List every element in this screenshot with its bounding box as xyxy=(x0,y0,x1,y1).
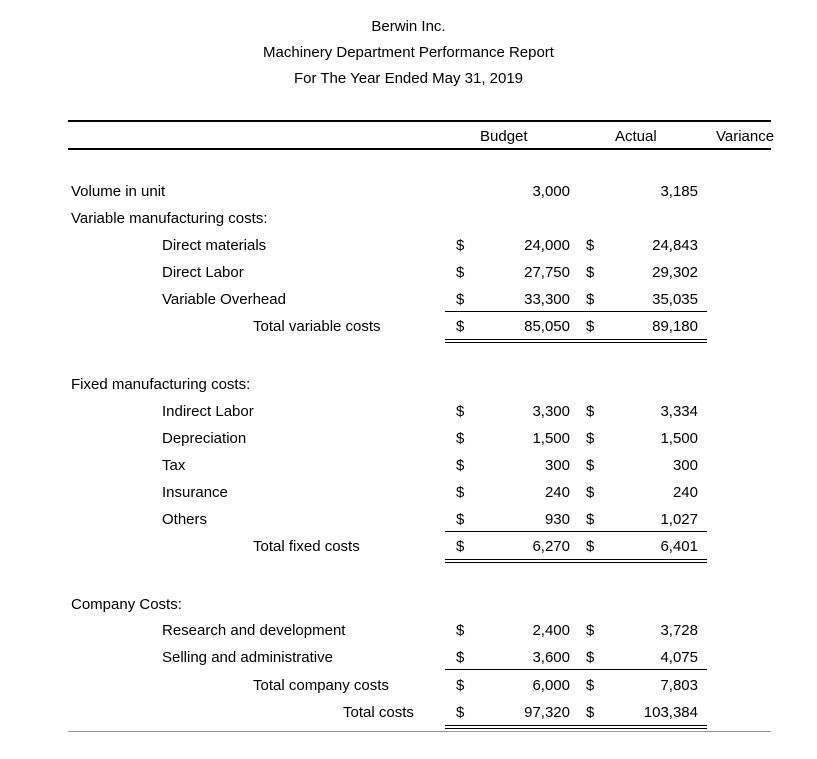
volume-label: Volume in unit xyxy=(71,183,166,200)
company-total-actual: 7,803 xyxy=(660,677,698,694)
currency-symbol: $ xyxy=(456,264,465,281)
currency-symbol: $ xyxy=(586,318,595,335)
fixed-item-actual: 300 xyxy=(672,457,698,474)
currency-symbol: $ xyxy=(456,457,465,474)
currency-symbol: $ xyxy=(586,622,595,639)
report-period: For The Year Ended May 31, 2019 xyxy=(293,70,524,87)
variable-total-label: Total variable costs xyxy=(253,318,381,335)
fixed-item-budget: 930 xyxy=(544,511,570,528)
volume-actual: 3,185 xyxy=(660,183,698,200)
subtotal-rule xyxy=(445,531,707,532)
currency-symbol: $ xyxy=(586,457,595,474)
variable-total-actual: 89,180 xyxy=(652,318,698,335)
fixed-item-actual: 240 xyxy=(672,484,698,501)
fixed-item-budget: 240 xyxy=(544,484,570,501)
variable-item-budget: 27,750 xyxy=(524,264,570,281)
variable-total-budget: 85,050 xyxy=(524,318,570,335)
company-item-budget: 3,600 xyxy=(532,649,570,666)
grand-total-budget: 97,320 xyxy=(524,704,570,721)
company-item-label: Research and development xyxy=(162,622,346,639)
variable-item-actual: 29,302 xyxy=(652,264,698,281)
company-item-actual: 4,075 xyxy=(660,649,698,666)
currency-symbol: $ xyxy=(586,538,595,555)
company-heading: Company Costs: xyxy=(71,596,182,613)
total-double-rule xyxy=(445,339,707,343)
subtotal-rule xyxy=(445,669,707,670)
report-title: Machinery Department Performance Report xyxy=(263,44,554,61)
fixed-item-actual: 3,334 xyxy=(660,403,698,420)
variable-item-budget: 33,300 xyxy=(524,291,570,308)
company-item-budget: 2,400 xyxy=(532,622,570,639)
variable-item-actual: 35,035 xyxy=(652,291,698,308)
fixed-total-label: Total fixed costs xyxy=(253,538,360,555)
currency-symbol: $ xyxy=(456,622,465,639)
fixed-heading: Fixed manufacturing costs: xyxy=(71,376,251,393)
currency-symbol: $ xyxy=(586,430,595,447)
company-item-label: Selling and administrative xyxy=(162,649,333,666)
currency-symbol: $ xyxy=(586,511,595,528)
currency-symbol: $ xyxy=(456,649,465,666)
fixed-item-label: Others xyxy=(162,511,208,528)
currency-symbol: $ xyxy=(456,484,465,501)
variable-item-label: Direct materials xyxy=(162,237,267,254)
variable-item-label: Direct Labor xyxy=(162,264,244,281)
fixed-item-actual: 1,027 xyxy=(660,511,698,528)
column-header-actual: Actual xyxy=(615,128,657,145)
currency-symbol: $ xyxy=(586,403,595,420)
fixed-total-actual: 6,401 xyxy=(660,538,698,555)
variable-heading: Variable manufacturing costs: xyxy=(71,210,268,227)
fixed-item-label: Depreciation xyxy=(162,430,247,447)
company-total-label: Total company costs xyxy=(253,677,389,694)
subtotal-rule xyxy=(445,311,707,312)
fixed-item-label: Insurance xyxy=(162,484,228,501)
volume-budget: 3,000 xyxy=(532,183,570,200)
fixed-item-label: Indirect Labor xyxy=(162,403,254,420)
fixed-item-label: Tax xyxy=(162,457,186,474)
fixed-item-budget: 3,300 xyxy=(532,403,570,420)
fixed-total-budget: 6,270 xyxy=(532,538,570,555)
currency-symbol: $ xyxy=(456,403,465,420)
grand-total-label: Total costs xyxy=(343,704,414,721)
variable-item-actual: 24,843 xyxy=(652,237,698,254)
variable-item-budget: 24,000 xyxy=(524,237,570,254)
column-header-budget: Budget xyxy=(480,128,528,145)
currency-symbol: $ xyxy=(456,237,465,254)
currency-symbol: $ xyxy=(586,677,595,694)
currency-symbol: $ xyxy=(586,484,595,501)
currency-symbol: $ xyxy=(586,649,595,666)
currency-symbol: $ xyxy=(586,291,595,308)
company-item-actual: 3,728 xyxy=(660,622,698,639)
currency-symbol: $ xyxy=(456,511,465,528)
header-top-rule xyxy=(68,120,771,122)
currency-symbol: $ xyxy=(456,430,465,447)
currency-symbol: $ xyxy=(456,704,465,721)
currency-symbol: $ xyxy=(586,237,595,254)
currency-symbol: $ xyxy=(586,264,595,281)
currency-symbol: $ xyxy=(586,704,595,721)
grand-total-actual: 103,384 xyxy=(643,704,698,721)
total-double-rule xyxy=(445,725,707,729)
currency-symbol: $ xyxy=(456,318,465,335)
footer-rule xyxy=(68,731,771,732)
company-name: Berwin Inc. xyxy=(371,18,446,35)
fixed-item-budget: 300 xyxy=(544,457,570,474)
variable-item-label: Variable Overhead xyxy=(162,291,286,308)
company-total-budget: 6,000 xyxy=(532,677,570,694)
currency-symbol: $ xyxy=(456,291,465,308)
currency-symbol: $ xyxy=(456,538,465,555)
header-bottom-rule xyxy=(68,148,771,150)
column-header-variance: Variance xyxy=(716,128,775,145)
currency-symbol: $ xyxy=(456,677,465,694)
total-double-rule xyxy=(445,559,707,563)
fixed-item-budget: 1,500 xyxy=(532,430,570,447)
fixed-item-actual: 1,500 xyxy=(660,430,698,447)
